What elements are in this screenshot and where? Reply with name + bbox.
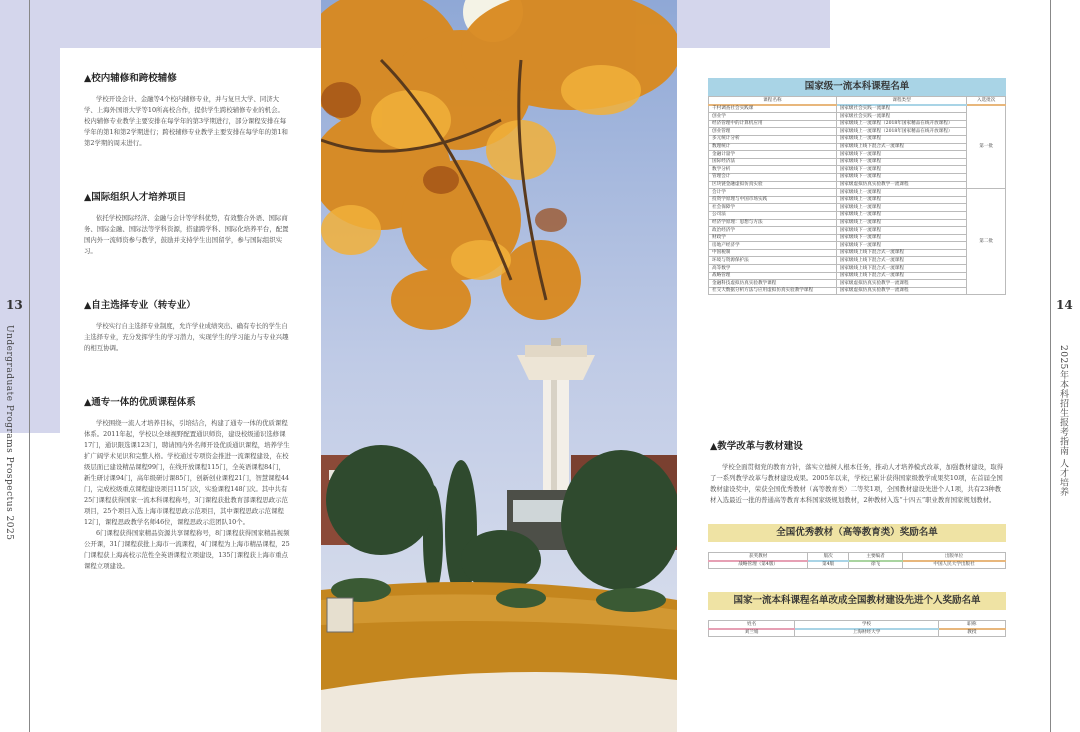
header-editor: 主要编者 [849,553,903,561]
section-paragraph: 6门课程获得国家精品资源共享课程称号，8门课程获得国家精品视频公开课，31门课程获批上海市一流课程，4门课程为上海市精品课程，25门课程获上海高校示范性全英语课程立项建设，135门课程获上海市重点课程立项建设。 [84,529,290,570]
course-name-cell: 区块链金融虚拟仿真实验 [709,181,837,189]
table-row [709,158,1006,166]
cell: 战略管理（第4版） [709,561,808,569]
course-table [708,96,1006,295]
table-row [709,257,1006,265]
course-name-cell: 经济学原理：思想与方法 [709,219,837,227]
course-name-cell: 金融计量学 [709,151,837,159]
left-side-text: Undergraduate Programs Prospectus 2025 [4,325,14,541]
section-paragraph: 依托学校国际经济、金融与会计等学科优势，有效整合外语、国际商务、国际金融、国际法等学科资源，搭建跨学科、国际化培养平台，配置国内外一流师资参与教学，鼓励并支持学生出国留学，参与国际组织实习。 [84,214,289,255]
table-row [709,561,1006,569]
table-row [709,265,1006,273]
section-title: ▲自主选择专业（转专业） [84,300,196,311]
course-type-cell: 国家级线上一流课程 [836,204,967,212]
header-textbook: 获奖教材 [709,553,808,561]
course-type-cell: 国家级线上一流课程 [836,189,967,197]
table-header-row [709,97,1006,105]
right-page-number: 14 [1056,298,1073,312]
cell: 徐飞 [849,561,903,569]
course-type-cell: 国家级线下一流课程 [836,158,967,166]
right-side-text: 2025年本科招生报考指南 人才培养 [1058,345,1068,497]
course-name-cell: 房地产经济学 [709,242,837,250]
course-name-cell: 会计学 [709,189,837,197]
cell: 教授 [938,629,1005,637]
table-row [709,629,1006,637]
course-name-cell: 战略管理 [709,272,837,280]
section-major-choice [84,297,290,354]
course-name-cell: 金融科技虚拟仿真实验教学课程 [709,280,837,288]
section-paragraph: 学校实行自主选择专业制度，允许学业成绩突出、确有专长的学生自主选择专业，充分发挥学生的学习潜力，实现学生的学习能力与专业兴趣的相互协调。 [84,322,289,352]
table-row [709,135,1006,143]
table-row [709,227,1006,235]
course-name-cell: 公司法 [709,211,837,219]
campus-photo [321,0,677,732]
course-type-cell: 国家级线上线下混合式一流课程 [836,257,967,265]
course-type-cell: 国家级线上一流课程 [836,135,967,143]
table-row [709,196,1006,204]
header-publisher: 出版单位 [903,553,1006,561]
table-row [709,173,1006,181]
section-paragraph: 学校全面贯彻党的教育方针，落实立德树人根本任务，推动人才培养模式改革，加强教材建设，取得了一系列教学改革与教材建设成果。2005年以来，学校已累计获得国家级教学成果奖10项，在首届全国教材建设奖中，荣获全国优秀教材（高等教育类）二等奖1项，全国教材建设先进个人1项，共有23种教材入选最近一批的普通高等教育本科国家级规划教材，2种教材入选“十四五”职业教育国家规划教材。 [710,463,1004,504]
teaching-reform-section [710,438,1006,506]
table-row [709,249,1006,257]
course-type-cell: 国家级线上一流课程 [836,211,967,219]
left-page-number: 13 [6,298,23,312]
course-type-cell: 国家级线下一流课程 [836,242,967,250]
table-row [709,143,1006,151]
left-text-column [84,70,290,572]
header-name: 姓名 [709,621,795,629]
course-type-cell: 国家级线下一流课程 [836,234,967,242]
excellent-textbook-table [708,524,1006,569]
batch-cell: 第一批 [967,105,1006,189]
course-name-cell: 社会保障学 [709,204,837,212]
table-row [709,120,1006,128]
course-type-cell: 国家级社会实践一流课程 [836,105,967,113]
header-title: 职称 [938,621,1005,629]
table-header-row [709,553,1006,561]
table-row [709,272,1006,280]
table-row [709,181,1006,189]
course-name-cell: 创业管理 [709,128,837,136]
course-type-cell: 国家级社会实践一流课程 [836,113,967,121]
course-name-cell: 社交大数据分析方法与应用虚拟仿真实验教学课程 [709,287,837,295]
textbook-table [708,552,1006,569]
section-title: ▲教学改革与教材建设 [710,441,803,452]
cell: 上海财经大学 [795,629,938,637]
section-paragraph: 学校开设会计、金融等4个校内辅修专业，并与复旦大学、同济大学、上海外国语大学等10所高校合作，提供学生跨校辅修专业的机会。校内辅修专业教学主要安排在每学年的第3学期进行，部分课程安排在每学年的第1和第2学期进行；跨校辅修专业教学主要安排在每学年的第1和第2学期的周末进行。 [84,95,288,147]
course-name-cell: 国际经济法 [709,158,837,166]
course-type-cell: 国家级线上线下混合式一流课程 [836,143,967,151]
section-title: ▲国际组织人才培养项目 [84,192,187,203]
header-batch: 入选批次 [967,97,1006,105]
header-school: 学校 [795,621,938,629]
table-row [709,113,1006,121]
course-type-cell: 国家级线上一流课程 [836,219,967,227]
table-row [709,189,1006,197]
table-row [709,287,1006,295]
cell: 刘兰娟 [709,629,795,637]
course-type-cell: 国家级虚拟仿真实验教学一流课程 [836,181,967,189]
header-edition: 版次 [808,553,849,561]
section-minor-program [84,70,290,149]
course-name-cell: 经济管理中的计算机应用 [709,120,837,128]
section-course-system [84,394,290,572]
header-course-name: 课程名称 [709,97,837,105]
course-name-cell: 千村调查社会实践课 [709,105,837,113]
course-type-cell: 国家级虚拟仿真实验教学一流课程 [836,287,967,295]
table-row [709,280,1006,288]
course-type-cell: 国家级线下一流课程 [836,166,967,174]
course-type-cell: 国家级虚拟仿真实验教学一流课程 [836,280,967,288]
table-row [709,234,1006,242]
advanced-individual-table [708,592,1006,637]
course-name-cell: 中国税制 [709,249,837,257]
course-name-cell: 高等数学 [709,265,837,273]
course-name-cell: 财政学 [709,234,837,242]
right-page-edge [1050,0,1051,732]
course-name-cell: 政治经济学 [709,227,837,235]
course-name-cell: 数理统计 [709,143,837,151]
section-paragraph: 学校围绕一流人才培养目标，引培结合，构建了通专一体的优质课程体系。2011年起，学校以全球视野配置通识师资，建设校级通识选修课17门，通识限选课123门，聘请国内外名师开设优质通识课程，培养学生扩广阔学术见识和完整人格。学校通过专项资金推进一流课程建设，在校级层面已建设精品课程99门，在线开放课程115门，全英语课程84门，新生研讨课94门，高年级研讨课85门，创新创业课程21门，智慧课程44门，完成校级重点课程建设项目115门次，实验课程148门次。其中共有25门课程获得国家一流本科课程称号，3门课程获批教育部课程思政示范项目，25个项目入选上海市课程思政示范项目，其中课程思政示范课程12门，课程思政教学名师46位，课程思政示范团队10个。 [84,419,290,526]
course-type-cell: 国家级线下一流课程 [836,173,967,181]
table-row [709,105,1006,113]
course-type-cell: 国家级线上一流课程（2018年国家精品在线开放课程） [836,128,967,136]
course-type-cell: 国家级线下一流课程 [836,151,967,159]
table-row [709,128,1006,136]
course-type-cell: 国家级线下一流课程 [836,227,967,235]
course-name-cell: 投资学原理与中国市场实践 [709,196,837,204]
course-name-cell: 环境与资源保护法 [709,257,837,265]
table-title-banner: 国家级一流本科课程名单 [708,78,1006,96]
header-course-type: 课程类型 [836,97,967,105]
batch-cell: 第二批 [967,189,1006,295]
course-type-cell: 国家级线上线下混合式一流课程 [836,265,967,273]
table-row [709,151,1006,159]
course-name-cell: 创业学 [709,113,837,121]
table-row [709,219,1006,227]
course-name-cell: 多元统计分析 [709,135,837,143]
table-row [709,166,1006,174]
course-type-cell: 国家级线上线下混合式一流课程 [836,249,967,257]
left-page-edge [29,0,30,732]
course-type-cell: 国家级线上线下混合式一流课程 [836,272,967,280]
course-name-cell: 管理会计 [709,173,837,181]
table-row [709,211,1006,219]
first-class-courses-table [708,78,1006,295]
section-title: ▲通专一体的优质课程体系 [84,397,196,408]
course-type-cell: 国家级线上一流课程（2018年国家精品在线开放课程） [836,120,967,128]
section-title: ▲校内辅修和跨校辅修 [84,73,177,84]
table-body [709,105,1006,295]
table-title-banner: 全国优秀教材（高等教育类）奖励名单 [708,524,1006,542]
table-row [709,204,1006,212]
course-type-cell: 国家级线上一流课程 [836,196,967,204]
cell: 中国人民大学出版社 [903,561,1006,569]
table-row [709,242,1006,250]
individual-table [708,620,1006,637]
cell: 第4版 [808,561,849,569]
table-header-row [709,621,1006,629]
course-name-cell: 数学分析 [709,166,837,174]
table-title-banner: 国家一流本科课程名单改成全国教材建设先进个人奖励名单 [708,592,1006,610]
section-international-org [84,189,290,257]
